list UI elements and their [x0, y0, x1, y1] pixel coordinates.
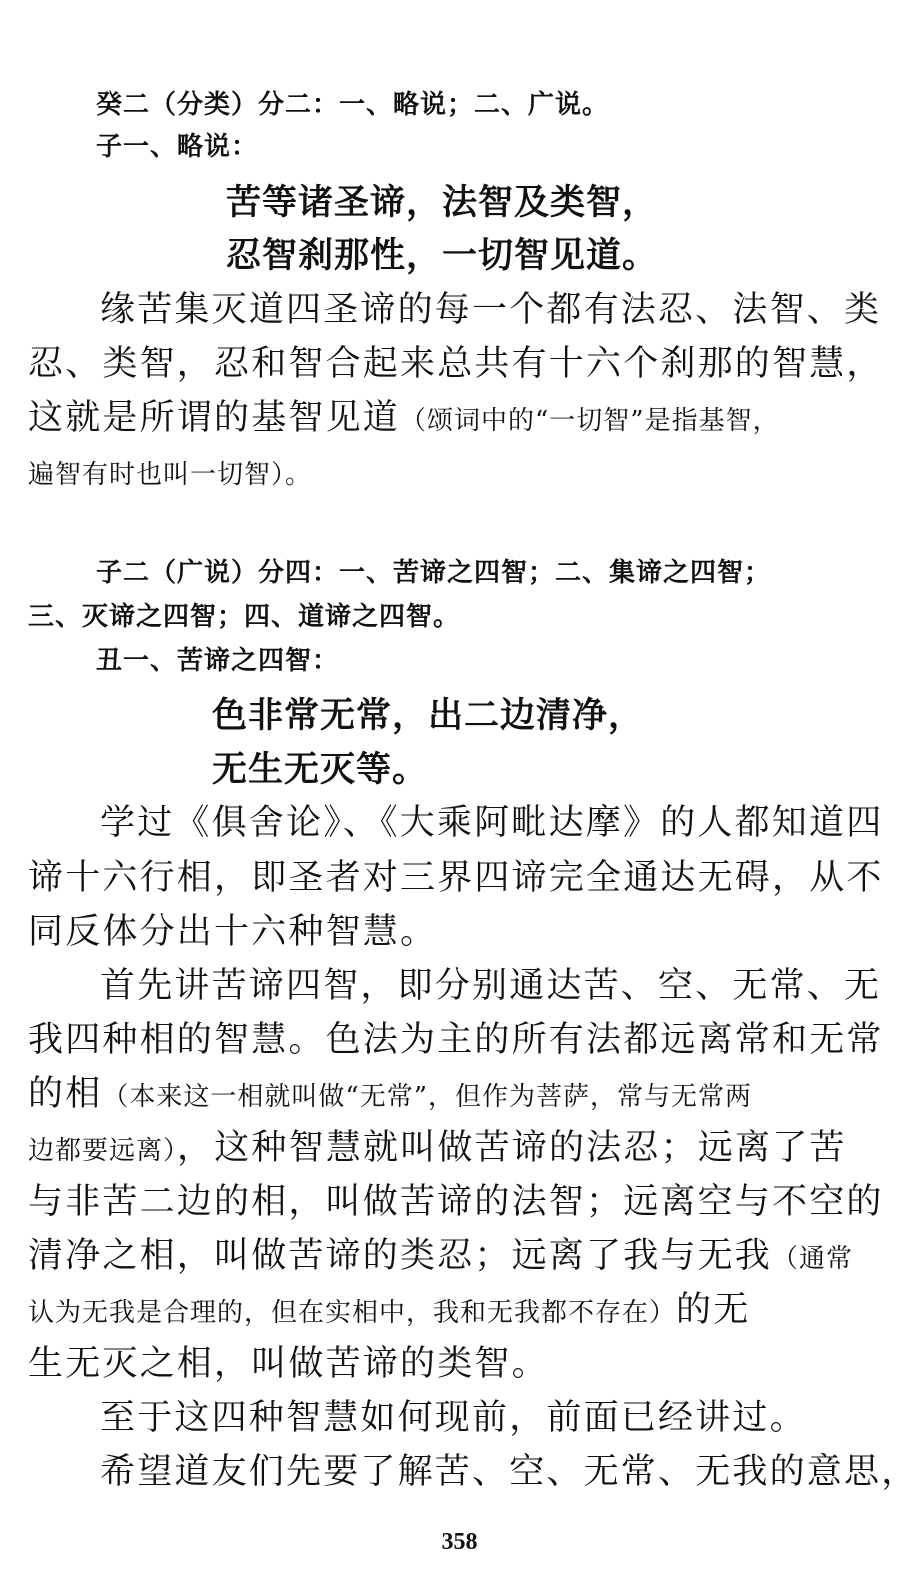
para-4-line-1: 至于这四种智慧如何现前，前面已经讲过。 — [100, 1398, 807, 1438]
para-5-line-1: 希望道友们先要了解苦、空、无常、无我的意思， — [100, 1452, 919, 1492]
para-1-line-2: 忍、类智，忍和智合起来总共有十六个刹那的智慧， — [28, 344, 884, 384]
para-3-line-5: 与非苦二边的相，叫做苦谛的法智；远离空与不空的 — [28, 1182, 884, 1222]
para-1-line-1: 缘苦集灭道四圣谛的每一个都有法忍、法智、类 — [100, 290, 882, 330]
para-1-line-4-note: 遍智有时也叫一切智）。 — [28, 460, 313, 490]
para-3-line-7-text: 的无 — [676, 1290, 751, 1330]
para-3-line-3 — [28, 1074, 752, 1114]
section-heading-zi-yi: 子一、略说： — [96, 132, 259, 162]
para-3-line-4-note: 边都要远离） — [28, 1136, 178, 1166]
para-3-line-7 — [28, 1290, 751, 1330]
para-3-line-1: 首先讲苦谛四智，即分别通达苦、空、无常、无 — [100, 966, 882, 1006]
verse-1-line-2: 忍智刹那性，一切智见道。 — [226, 236, 659, 276]
page-number: 358 — [441, 1529, 478, 1555]
para-3-line-4-text: ，这种智慧就叫做苦谛的法忍；远离了苦 — [177, 1128, 847, 1168]
section-heading-zi-er: 子二（广说）分四：一、苦谛之四智；二、集谛之四智； — [96, 558, 772, 588]
para-3-line-3-note: （本来这一相就叫做“无常”，但作为菩萨，常与无常两 — [102, 1082, 752, 1112]
para-3-line-7-note: 认为无我是合理的，但在实相中，我和无我都不存在） — [28, 1298, 677, 1328]
section-heading-gui-er: 癸二（分类）分二：一、略说；二、广说。 — [96, 90, 610, 120]
para-1-line-3 — [28, 398, 780, 438]
para-2-line-1: 学过《俱舍论》、《大乘阿毗达摩》的人都知道四 — [100, 803, 884, 843]
para-3-line-2: 我四种相的智慧。色法为主的所有法都远离常和无常 — [28, 1020, 884, 1060]
verse-2-line-1: 色非常无常，出二边清净， — [212, 696, 645, 736]
section-heading-zi-er-cont: 三、灭谛之四智；四、道谛之四智。 — [28, 602, 461, 632]
para-2-line-3: 同反体分出十六种智慧。 — [28, 912, 438, 952]
para-1-line-3-note: （颂词中的“一切智”是指基智， — [400, 406, 780, 436]
para-1-line-3-text: 这就是所谓的基智见道 — [28, 398, 401, 438]
para-3-line-6-note: （通常 — [772, 1244, 854, 1274]
para-3-line-4 — [28, 1128, 847, 1168]
para-3-line-6 — [28, 1236, 854, 1276]
para-3-line-8: 生无灭之相，叫做苦谛的类智。 — [28, 1344, 549, 1384]
verse-1-line-1: 苦等诸圣谛，法智及类智， — [226, 183, 659, 223]
verse-2-line-2: 无生无灭等。 — [212, 750, 429, 790]
para-3-line-3-text: 的相 — [28, 1074, 103, 1114]
section-heading-chou-yi: 丑一、苦谛之四智： — [96, 646, 340, 676]
para-2-line-2: 谛十六行相，即圣者对三界四谛完全通达无碍，从不 — [28, 858, 884, 898]
para-3-line-6-text: 清净之相，叫做苦谛的类忍；远离了我与无我 — [28, 1236, 773, 1276]
